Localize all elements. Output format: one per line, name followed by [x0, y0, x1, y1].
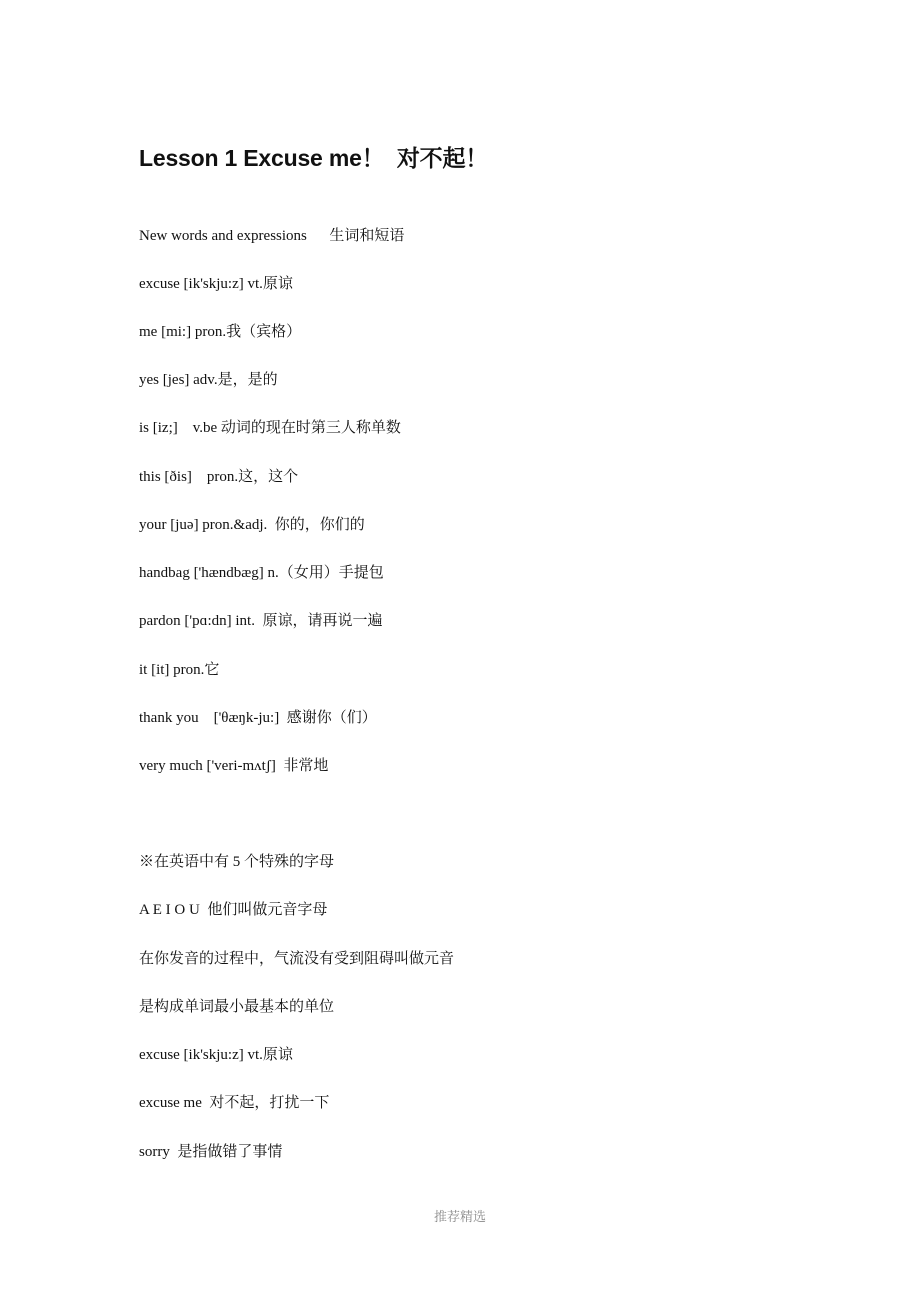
vocab-entry-your: your [juə] pron.&adj. 你的，你们的	[139, 517, 365, 533]
vocab-entry-this: this [ðis] pron.这，这个	[139, 469, 299, 485]
note-line: A E I O U 他们叫做元音字母	[139, 902, 328, 918]
section-heading: New words and expressions 生词和短语	[139, 228, 405, 244]
vocab-entry-it: it [it] pron.它	[139, 662, 220, 678]
vocab-entry-me: me [mi:] pron.我（宾格）	[139, 324, 302, 340]
note-line: excuse [ik'skju:z] vt.原谅	[139, 1047, 293, 1063]
note-line: ※在英语中有 5 个特殊的字母	[139, 854, 335, 870]
page-footer: 推荐精选	[433, 1209, 486, 1224]
vocab-entry-very-much: very much ['veri-mʌtʃ] 非常地	[139, 758, 329, 774]
vocab-entry-yes: yes [jes] adv.是，是的	[139, 372, 278, 388]
vocab-entry-handbag: handbag ['hændbæg] n.（女用）手提包	[139, 565, 384, 581]
note-line: 在你发音的过程中，气流没有受到阻碍叫做元音	[139, 951, 455, 967]
note-line: excuse me 对不起，打扰一下	[139, 1095, 330, 1111]
vocab-entry-excuse: excuse [ik'skju:z] vt.原谅	[139, 276, 293, 292]
note-line: 是构成单词最小最基本的单位	[139, 999, 335, 1015]
lesson-title: Lesson 1 Excuse me！ 对不起！	[139, 145, 489, 171]
vocab-entry-pardon: pardon ['pɑ:dn] int. 原谅，请再说一遍	[139, 613, 383, 629]
note-line: sorry 是指做错了事情	[139, 1144, 283, 1160]
vocab-entry-thank-you: thank you ['θæŋk-ju:] 感谢你（们）	[139, 710, 377, 726]
vocab-entry-is: is [iz;] v.be 动词的现在时第三人称单数	[139, 420, 401, 436]
